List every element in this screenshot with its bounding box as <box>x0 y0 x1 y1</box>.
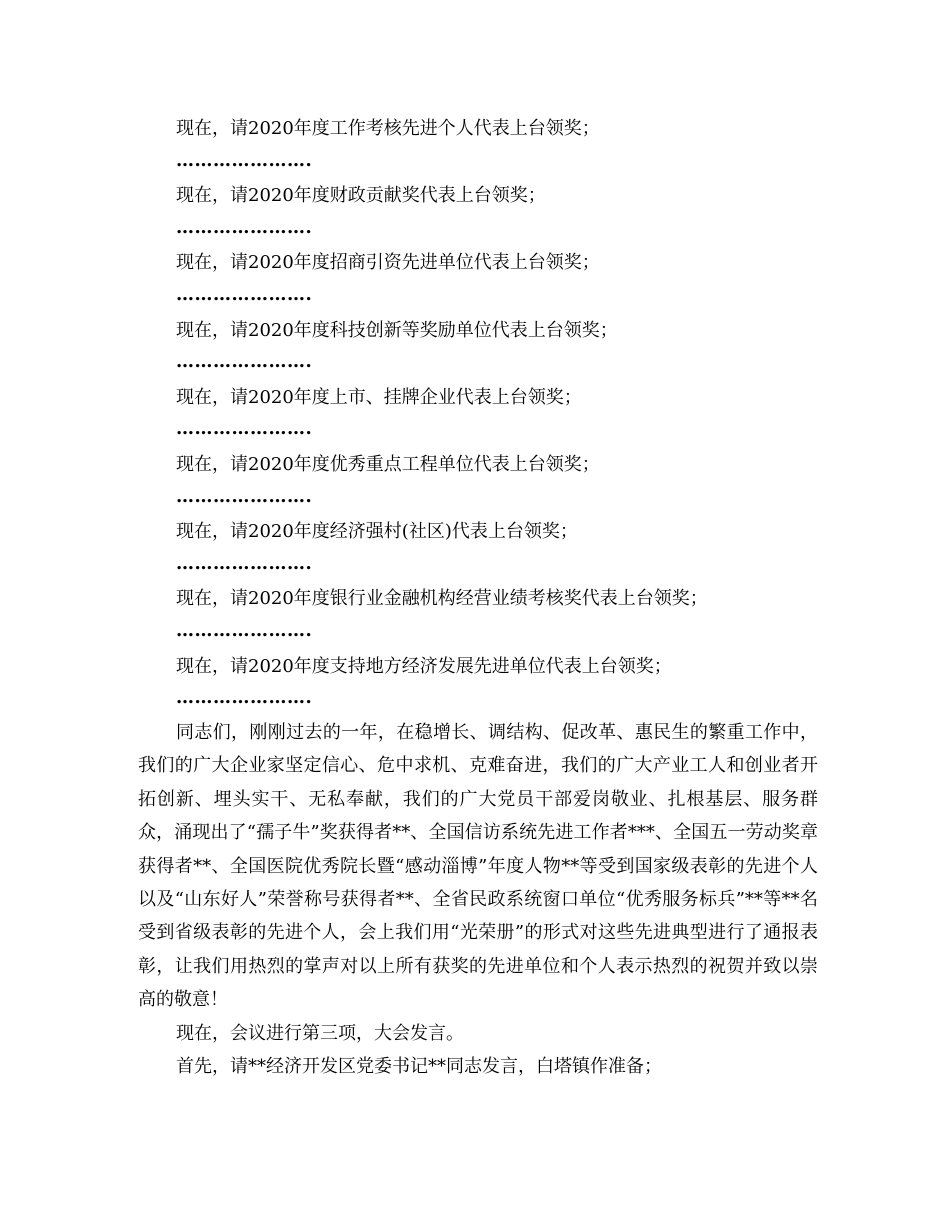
award-line: 现在，请2020年度科技创新等奖励单位代表上台领奖； <box>176 319 618 341</box>
agenda-paragraph: 现在，会议进行第三项，大会发言。 <box>176 1022 464 1044</box>
dotted-separator: …………………. <box>176 351 313 373</box>
dotted-separator: …………………. <box>176 283 313 305</box>
dotted-separator: …………………. <box>176 149 313 171</box>
dotted-separator: …………………. <box>176 216 313 238</box>
dotted-separator: …………………. <box>176 687 313 709</box>
award-announcement-list <box>176 112 876 717</box>
award-line: 现在，请2020年度财政贡献奖代表上台领奖； <box>176 185 546 207</box>
award-line: 现在，请2020年度银行业金融机构经营业绩考核奖代表上台领奖； <box>176 588 708 610</box>
dotted-separator: …………………. <box>176 552 313 574</box>
commendation-paragraph: 同志们，刚刚过去的一年，在稳增长、调结构、促改革、惠民生的繁重工作中，我们的广大企业家坚定信心、危中求机、克难奋进，我们的广大产业工人和创业者开拓创新、埋头实干、无私奉献，我们的广大党员干部爱岗敬业、扎根基层、服务群众，涌现出了“孺子牛”奖获得者**、全国信访系统先进工作者***、全国五一劳动奖章获得者**、全国医院优秀院长暨“感动淄博”年度人物**等受到国家级表彰的先进个人以及“山东好人”荣誉称号获得者**、全省民政系统窗口单位“优秀服务标兵”**等**名受到省级表彰的先进个人，会上我们用“光荣册”的形式对这些先进典型进行了通报表彰，让我们用热烈的掌声对以上所有获奖的先进单位和个人表示热烈的祝贺并致以崇高的敬意！ <box>138 722 818 1011</box>
dotted-separator: …………………. <box>176 485 313 507</box>
body-text <box>138 716 818 1083</box>
award-line: 现在，请2020年度上市、挂牌企业代表上台领奖； <box>176 386 582 408</box>
dotted-separator: …………………. <box>176 418 313 440</box>
speaker-paragraph: 首先，请**经济开发区党委书记**同志发言，白塔镇作准备； <box>176 1056 662 1078</box>
dotted-separator: …………………. <box>176 619 313 641</box>
award-line: 现在，请2020年度优秀重点工程单位代表上台领奖； <box>176 453 600 475</box>
award-line: 现在，请2020年度支持地方经济发展先进单位代表上台领奖； <box>176 655 672 677</box>
award-line: 现在，请2020年度工作考核先进个人代表上台领奖； <box>176 118 600 139</box>
award-line: 现在，请2020年度招商引资先进单位代表上台领奖； <box>176 252 600 274</box>
award-line: 现在，请2020年度经济强村(社区)代表上台领奖； <box>176 521 578 543</box>
